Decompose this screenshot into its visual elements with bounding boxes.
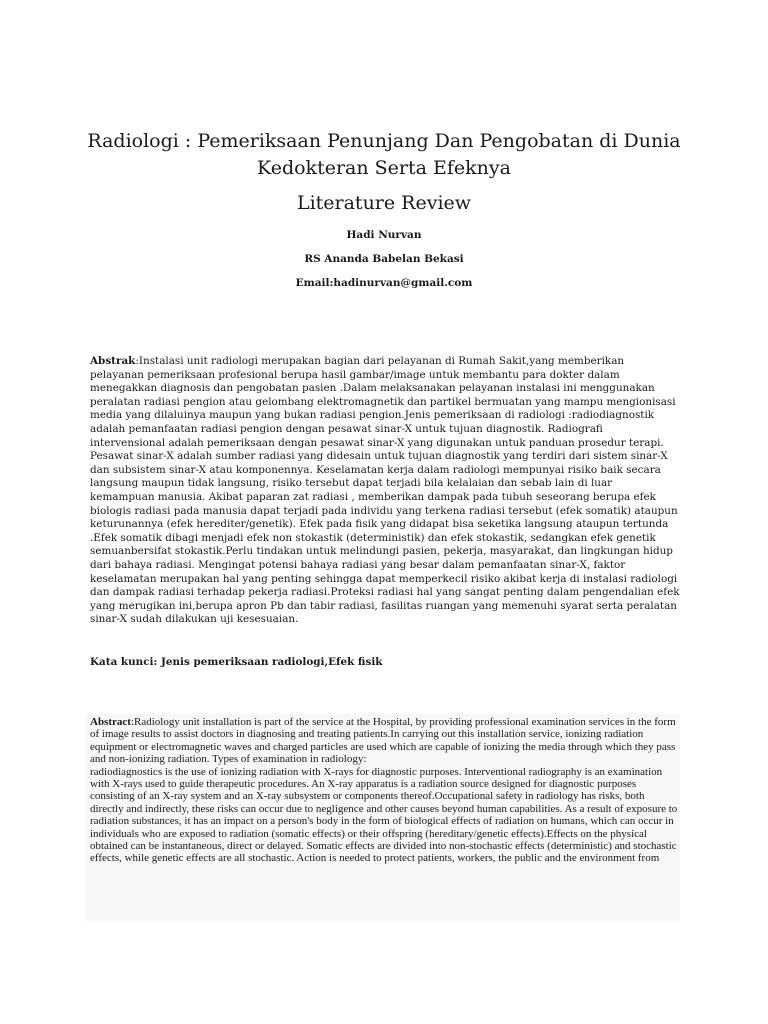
- abstract-en-text-2: radiodiagnostics is the use of ionizing radiation with X-rays for diagnostic purposes. Interventional radiography is an examination with X-rays used to guide therapeutic procedures. An X-ray apparatus is a radiation source designed for diagnostic purposes consisting of an X-ray system and an X-ray subsystem or components thereof.Occupational safety in radiology has risks, both directly and indirectly, these risks can occur due to negligence and other causes beyond human capabilities. As a result of exposure to radiation substances, it has an impact on a person's body in the form of biological effects of radiation on humans, which can occur in individuals who are exposed to radiation (somatic effects) or their offspring (hereditary/genetic effects).Effects on the physical obtained can be instantaneous, direct or delayed. Somatic effects are divided into non-stochastic effects (deterministic) and stochastic effects, while genetic effects are all stochastic. Action is needed to protect patients, workers, the public and the environment from: [90, 765, 678, 865]
- abstract-en-label: Abstract: [90, 716, 131, 728]
- abstract-indonesian: [90, 355, 680, 627]
- keywords: Kata kunci: Jenis pemeriksaan radiologi,Efek fisik: [90, 656, 383, 668]
- abstract-english: [90, 716, 678, 865]
- abstract-en-text: :Radiology unit installation is part of the service at the Hospital, by providing professional examination services in the form of image results to assist doctors in diagnosing and treating patients.In carrying out this installation service, ionizing radiation equipment or electromagnetic waves and charged particles are used which are capable of ionizing the media through which they pass and non-ionizing radiation. Types of examination in radiology:: [90, 716, 676, 766]
- paper-title: Radiologi : Pemeriksaan Penunjang Dan Pengobatan di Dunia Kedokteran Serta Efeknya: [87, 130, 681, 179]
- abstract-id-label: Abstrak: [90, 355, 136, 367]
- author-name: Hadi Nurvan: [346, 229, 422, 241]
- abstract-id-text: :Instalasi unit radiologi merupakan bagian dari pelayanan di Rumah Sakit,yang memberikan pelayanan pemeriksaan profesional berupa hasil gambar/image untuk membantu para dokter dalam menegakkan diagnosis dan pengobatan pasien .Dalam melaksanakan pelayanan instalasi ini menggunakan peralatan radiasi pengion atau gelombang elektromagnetik dan partikel bermuatan yang mampu mengionisasi media yang dilaluinya maupun yang bukan radiasi pengion.Jenis pemeriksaan di radiologi :radiodiagnostik adalah pemanfaatan radiasi pengion dengan pesawat sinar-X untuk tujuan diagnostik. Radiografi intervensional adalah pemeriksaan dengan pesawat sinar-X yang digunakan untuk panduan prosedur terapi. Pesawat sinar-X adalah sumber radiasi yang didesain untuk tujuan diagnostik yang terdiri dari sistem sinar-X dan subsistem sinar-X atau komponennya. Keselamatan kerja dalam radiologi mempunyai risiko baik secara langsung maupun tidak langsung, risiko tersebut dapat terjadi bila kelalaian dan sebab lain di luar kemampuan manusia. Akibat paparan zat radiasi , memberikan dampak pada tubuh seseorang berupa efek biologis radiasi pada manusia dapat terjadi pada individu yang terkena radiasi tersebut (efek somatik) ataupun keturunannya (efek herediter/genetik). Efek pada fisik yang didapat bisa seketika langsung ataupun tertunda .Efek somatik dibagi menjadi efek non stokastik (deterministik) dan efek stokastik, sedangkan efek genetik semuanbersifat stokastik.Perlu tindakan untuk melindungi pasien, pekerja, masyarakat, dan lingkungan hidup dari bahaya radiasi. Mengingat potensi bahaya radiasi yang besar dalam pemanfaatan sinar-X, faktor keselamatan merupakan hal yang penting sehingga dapat memperkecil risiko akibat kerja di instalasi radiologi dan dampak radiasi terhadap pekerja radiasi.Proteksi radiasi hal yang sangat penting dalam pengendalian efek yang merugikan ini,berupa apron Pb dan tabir radiasi, fasilitas ruangan yang memenuhi syarat serta peralatan sinar-X sudah dilakukan uji kesesuaian.: [90, 355, 680, 626]
- author-email: Email:hadinurvan@gmail.com: [295, 277, 473, 289]
- paper-subtitle: Literature Review: [296, 192, 472, 214]
- author-affiliation: RS Ananda Babelan Bekasi: [304, 253, 464, 265]
